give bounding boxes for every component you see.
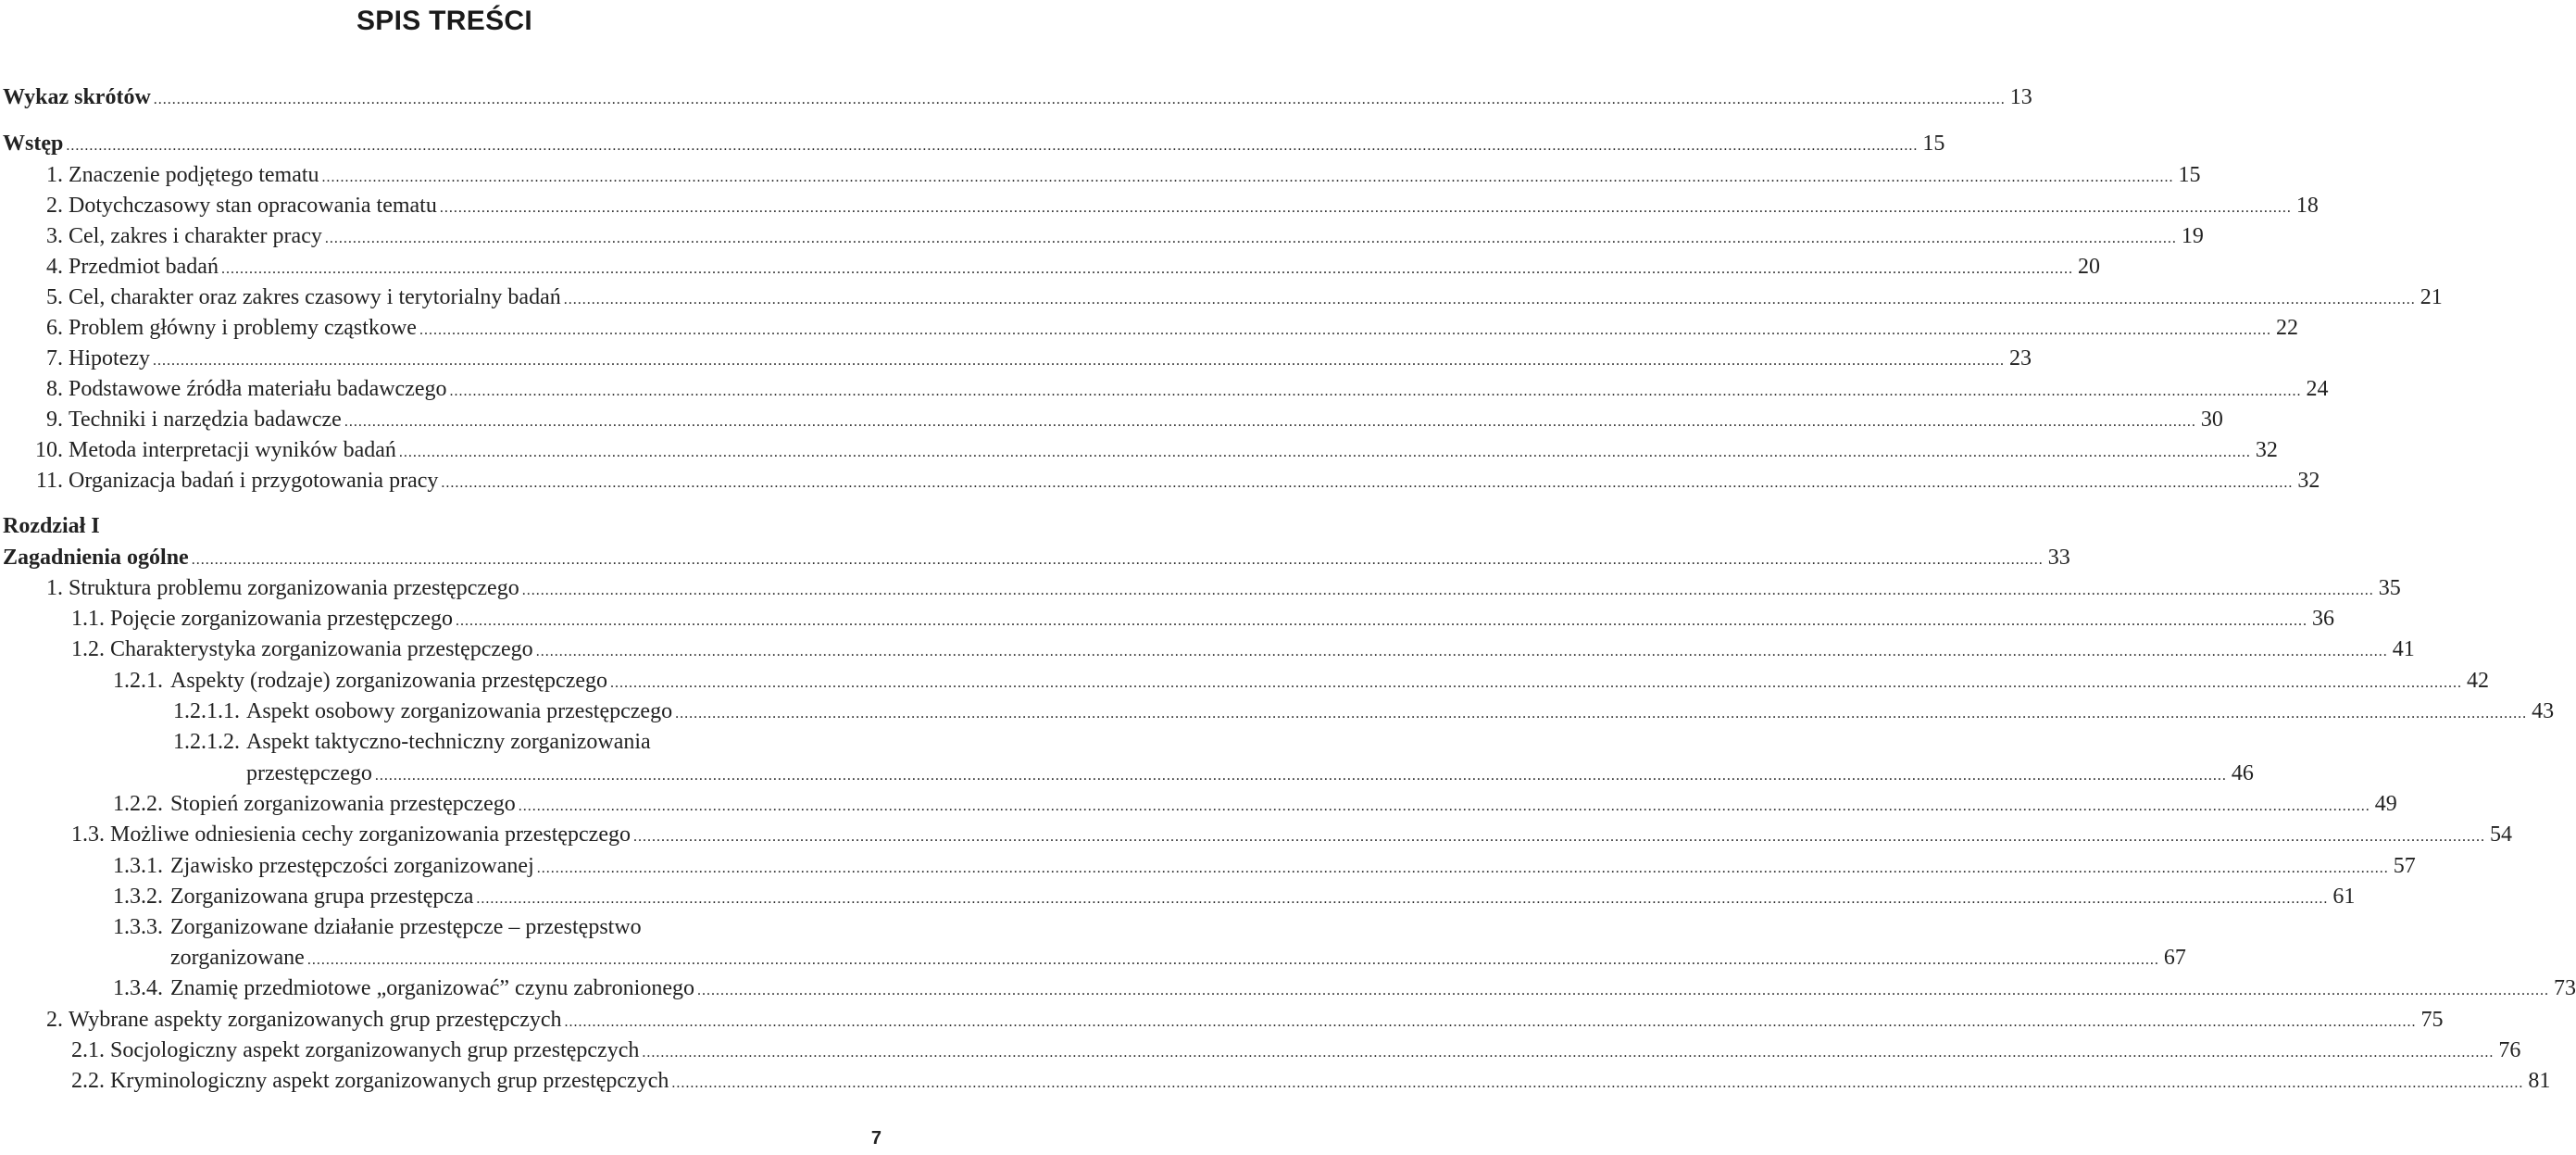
toc-entry-number: 1.2. xyxy=(71,637,105,661)
toc-page-number: 20 xyxy=(2077,255,2100,279)
dot-leader: ................................................................................................................................................................................................................................................................................................................................................................................................................ xyxy=(696,983,2549,998)
toc-entry-title: Kryminologiczny aspekt zorganizowanych grup przestępczych xyxy=(110,1069,669,1093)
dot-leader: ................................................................................................................................................................................................................................................................................................................................................................................................................ xyxy=(398,445,2251,460)
toc-heading-label: Wstęp xyxy=(3,132,64,156)
toc-page-number: 35 xyxy=(2378,576,2401,600)
dot-leader: ................................................................................................................................................................................................................................................................................................................................................................................................................ xyxy=(66,138,1919,154)
toc-page-number: 18 xyxy=(2295,194,2319,218)
toc-entry[interactable] xyxy=(0,312,2298,344)
toc-heading-label: Wykaz skrótów xyxy=(3,85,151,109)
toc-entry-number: 2.1. xyxy=(71,1038,105,1062)
dot-leader: ................................................................................................................................................................................................................................................................................................................................................................................................................ xyxy=(518,798,2370,814)
dot-leader: ................................................................................................................................................................................................................................................................................................................................................................................................................ xyxy=(374,768,2227,784)
toc-entry-title: Aspekty (rodzaje) zorganizowania przestępczego xyxy=(170,669,607,693)
toc-entry-title: zorganizowane xyxy=(170,946,305,970)
dot-leader: ................................................................................................................................................................................................................................................................................................................................................................................................................ xyxy=(671,1075,2524,1091)
dot-leader: ................................................................................................................................................................................................................................................................................................................................................................................................................ xyxy=(153,92,2006,107)
toc-entry-title: Możliwe odniesienia cechy zorganizowania przestępczego xyxy=(110,822,631,847)
page-number: 7 xyxy=(870,1128,882,1149)
toc-entry-title: Dotychczasowy stan opracowania tematu xyxy=(69,194,437,218)
toc-entry-title: Znaczenie podjętego tematu xyxy=(69,163,319,187)
dot-leader: ................................................................................................................................................................................................................................................................................................................................................................................................................ xyxy=(610,675,2462,691)
toc-entry[interactable] xyxy=(0,1004,2444,1036)
dot-leader: ................................................................................................................................................................................................................................................................................................................................................................................................................ xyxy=(321,169,2174,185)
toc-entry[interactable] xyxy=(0,465,2320,496)
toc-entry-title: Zorganizowane działanie przestępcze – przestępstwo xyxy=(170,915,642,939)
toc-entry-number: 1.2.1.1. xyxy=(173,699,240,723)
toc-page-number: 61 xyxy=(2332,885,2356,909)
toc-entry[interactable] xyxy=(0,911,889,943)
toc-entry[interactable] xyxy=(0,850,2416,882)
toc-entry-number: 5. xyxy=(46,285,63,309)
toc-entry[interactable] xyxy=(0,758,2254,789)
toc-entry-number: 6. xyxy=(46,316,63,340)
toc-entry-number: 10. xyxy=(35,438,63,462)
toc-entry-title: Pojęcie zorganizowania przestępczego xyxy=(110,607,454,631)
toc-page-number: 42 xyxy=(2467,669,2489,693)
toc-entry-title: Struktura problemu zorganizowania przestępczego xyxy=(69,576,519,600)
toc-entry[interactable] xyxy=(0,282,2443,313)
toc-page-number: 21 xyxy=(2420,285,2443,309)
toc-entry[interactable] xyxy=(0,572,2401,604)
dot-leader: ................................................................................................................................................................................................................................................................................................................................................................................................................ xyxy=(220,261,2073,277)
dot-leader: ................................................................................................................................................................................................................................................................................................................................................................................................................ xyxy=(563,292,2416,308)
toc-page-number: 67 xyxy=(2163,946,2186,970)
dot-leader: ................................................................................................................................................................................................................................................................................................................................................................................................................ xyxy=(191,552,2044,568)
dot-leader: ................................................................................................................................................................................................................................................................................................................................................................................................................ xyxy=(306,952,2159,968)
toc-entry-number: 1.3.1. xyxy=(113,854,163,878)
toc-entry-number: 1.3. xyxy=(71,822,105,847)
dot-leader: ................................................................................................................................................................................................................................................................................................................................................................................................................ xyxy=(476,891,2329,907)
toc-entry[interactable] xyxy=(0,542,2070,573)
toc-entry[interactable] xyxy=(0,634,2415,665)
toc-entry[interactable] xyxy=(0,404,2223,435)
toc-page-number: 41 xyxy=(2392,637,2415,661)
dot-leader: ................................................................................................................................................................................................................................................................................................................................................................................................................ xyxy=(675,706,2528,722)
dot-leader: ................................................................................................................................................................................................................................................................................................................................................................................................................ xyxy=(535,644,2388,659)
toc-page-number: 46 xyxy=(2231,761,2254,785)
toc-entry-title: Zjawisko przestępczości zorganizowanej xyxy=(170,854,534,878)
toc-entry-title: Charakterystyka zorganizowania przestępczego xyxy=(110,637,533,661)
dot-leader: ................................................................................................................................................................................................................................................................................................................................................................................................................ xyxy=(536,860,2389,876)
toc-page-number: 33 xyxy=(2047,546,2070,570)
toc-entry[interactable] xyxy=(0,973,2576,1004)
toc-page-number: 32 xyxy=(2255,438,2278,462)
dot-leader: ................................................................................................................................................................................................................................................................................................................................................................................................................ xyxy=(564,1014,2417,1030)
dot-leader: ................................................................................................................................................................................................................................................................................................................................................................................................................ xyxy=(324,231,2177,246)
dot-leader: ................................................................................................................................................................................................................................................................................................................................................................................................................ xyxy=(642,1045,2495,1061)
toc-entry-number: 1. xyxy=(46,576,63,600)
toc-page-number: 54 xyxy=(2489,822,2512,847)
toc-entry-number: 1.3.3. xyxy=(113,915,163,939)
toc-page-number: 23 xyxy=(2008,346,2032,370)
dot-leader: ................................................................................................................................................................................................................................................................................................................................................................................................................ xyxy=(419,322,2271,338)
toc-page-number: 19 xyxy=(2181,224,2204,248)
toc-page-number: 30 xyxy=(2200,408,2223,432)
toc-entry-number: 4. xyxy=(46,255,63,279)
toc-page-number: 32 xyxy=(2297,469,2320,493)
toc-entry[interactable] xyxy=(0,1035,2521,1066)
toc-entry-title: Przedmiot badań xyxy=(69,255,219,279)
toc-entry-number: 7. xyxy=(46,346,63,370)
toc-entry-title: Znamię przedmiotowe „organizować” czynu zabronionego xyxy=(170,976,694,1000)
toc-page-number: 13 xyxy=(2009,85,2032,109)
toc-page-number: 24 xyxy=(2306,377,2329,401)
toc-entry-number: 1.2.1. xyxy=(113,669,163,693)
toc-entry[interactable] xyxy=(0,788,2397,820)
toc-entry-number: 3. xyxy=(46,224,63,248)
toc-entry[interactable] xyxy=(0,220,2204,252)
toc-page-number: 76 xyxy=(2498,1038,2521,1062)
toc-entry-number: 2. xyxy=(46,194,63,218)
toc-page-number: 57 xyxy=(2393,854,2416,878)
toc-entry-title: Organizacja badań i przygotowania pracy xyxy=(69,469,439,493)
toc-entry-title: Metoda interpretacji wyników badań xyxy=(69,438,396,462)
toc-entry[interactable] xyxy=(0,343,2032,374)
toc-entry-number: 1.2.1.2. xyxy=(173,730,240,754)
dot-leader: ................................................................................................................................................................................................................................................................................................................................................................................................................ xyxy=(152,353,2005,369)
toc-entry[interactable] xyxy=(0,434,2278,466)
dot-leader: ................................................................................................................................................................................................................................................................................................................................................................................................................ xyxy=(632,829,2485,845)
toc-entry[interactable] xyxy=(0,82,2032,113)
toc-page-number: 15 xyxy=(1922,132,1945,156)
toc-heading-label: Rozdział I xyxy=(3,514,100,538)
toc-page-number: 43 xyxy=(2532,699,2555,723)
toc-entry[interactable] xyxy=(0,128,1945,159)
toc-entry[interactable] xyxy=(0,373,2329,405)
toc-entry[interactable] xyxy=(0,159,2201,191)
dot-leader: ................................................................................................................................................................................................................................................................................................................................................................................................................ xyxy=(441,475,2294,491)
dot-leader: ................................................................................................................................................................................................................................................................................................................................................................................................................ xyxy=(456,613,2308,629)
toc-page-number: 22 xyxy=(2275,316,2298,340)
dot-leader: ................................................................................................................................................................................................................................................................................................................................................................................................................ xyxy=(439,200,2292,216)
toc-page-number: 73 xyxy=(2553,976,2576,1000)
toc-entry-number: 1.2.2. xyxy=(113,792,163,816)
toc-entry[interactable] xyxy=(0,819,2512,850)
dot-leader: ................................................................................................................................................................................................................................................................................................................................................................................................................ xyxy=(344,414,2196,430)
toc-entry-number: 2. xyxy=(46,1008,63,1032)
toc-entry-number: 9. xyxy=(46,408,63,432)
toc-page-number: 36 xyxy=(2312,607,2335,631)
toc-entry[interactable] xyxy=(0,510,889,542)
toc-entry[interactable] xyxy=(0,190,2319,221)
toc-entry[interactable] xyxy=(0,251,2100,282)
toc-entry[interactable] xyxy=(0,665,2489,697)
dot-leader: ................................................................................................................................................................................................................................................................................................................................................................................................................ xyxy=(449,383,2302,399)
toc-page-number: 15 xyxy=(2178,163,2201,187)
toc-entry[interactable] xyxy=(0,696,2555,727)
toc-page-number: 75 xyxy=(2420,1008,2444,1032)
toc-page-number: 81 xyxy=(2528,1069,2551,1093)
toc-entry-title: Techniki i narzędzia badawcze xyxy=(69,408,342,432)
toc-entry-number: 2.2. xyxy=(71,1069,105,1093)
page-title: SPIS TREŚCI xyxy=(356,6,532,36)
toc-entry-number: 11. xyxy=(35,469,63,493)
toc-entry[interactable] xyxy=(0,603,2335,634)
toc-entry[interactable] xyxy=(0,942,2186,973)
toc-heading-label: Zagadnienia ogólne xyxy=(3,546,189,570)
toc-entry-title: Aspekt taktyczno-techniczny zorganizowania xyxy=(246,730,651,754)
toc-entry-title: Stopień zorganizowania przestępczego xyxy=(170,792,516,816)
toc-entry-title: Wybrane aspekty zorganizowanych grup przestępczych xyxy=(69,1008,562,1032)
toc-entry-number: 8. xyxy=(46,377,63,401)
toc-entry[interactable] xyxy=(0,881,2356,912)
toc-entry-title: Cel, zakres i charakter pracy xyxy=(69,224,322,248)
toc-entry-number: 1.3.4. xyxy=(113,976,163,1000)
toc-entry-title: przestępczego xyxy=(246,761,372,785)
toc-entry-title: Hipotezy xyxy=(69,346,150,370)
toc-entry-number: 1. xyxy=(46,163,63,187)
toc-entry[interactable] xyxy=(0,1065,2551,1097)
toc-entry-title: Zorganizowana grupa przestępcza xyxy=(170,885,474,909)
toc-page-number: 49 xyxy=(2374,792,2397,816)
toc-entry-number: 1.1. xyxy=(71,607,105,631)
toc-entry-title: Socjologiczny aspekt zorganizowanych grup przestępczych xyxy=(110,1038,640,1062)
toc-entry[interactable] xyxy=(0,726,889,758)
toc-entry-number: 1.3.2. xyxy=(113,885,163,909)
dot-leader: ................................................................................................................................................................................................................................................................................................................................................................................................................ xyxy=(521,583,2374,598)
toc-entry-title: Cel, charakter oraz zakres czasowy i terytorialny badań xyxy=(69,285,561,309)
toc-entry-title: Podstawowe źródła materiału badawczego xyxy=(69,377,447,401)
toc-entry-title: Aspekt osobowy zorganizowania przestępczego xyxy=(246,699,673,723)
toc-entry-title: Problem główny i problemy cząstkowe xyxy=(69,316,417,340)
